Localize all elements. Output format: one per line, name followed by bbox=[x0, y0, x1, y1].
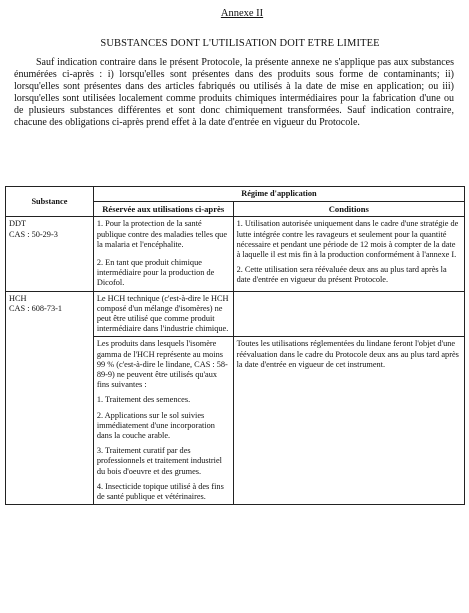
cell-conditions-hch-technical bbox=[233, 291, 464, 337]
cell-conditions-lindane: Toutes les utilisations réglementées du lindane feront l'objet d'une réévaluation dans le cadre du Protocole deux ans au plus tard après la date d'entrée en vigueur de cet instrument. bbox=[233, 337, 464, 505]
substance-cas: CAS : 50-29-3 bbox=[9, 229, 58, 239]
table-row-hch bbox=[6, 291, 465, 337]
cell-substance-ddt bbox=[6, 217, 94, 291]
substance-name: HCH bbox=[9, 293, 27, 303]
substance-cas: CAS : 608-73-1 bbox=[9, 303, 63, 313]
lindane-intro: Les produits dans lesquels l'isomère gamma de l'HCH représente au moins 99 % (c'est-à-dire le lindane, CAS : 58-89-9) ne peuvent être utilisés qu'aux fins suivantes : bbox=[96, 339, 228, 390]
table-header-row bbox=[6, 187, 465, 202]
substances-table bbox=[5, 186, 465, 505]
use-item: 3. Traitement curatif par des professionnels et traitement industriel du bois d'oeuvre et des grumes. bbox=[96, 446, 222, 476]
cell-uses-hch-technical: Le HCH technique (c'est-à-dire le HCH composé d'un mélange d'isomères) ne peut être utilisé que comme produit intermédiaire dans l'industrie chimique. bbox=[93, 291, 233, 337]
page-title: SUBSTANCES DONT L'UTILISATION DOIT ETRE LIMITEE bbox=[100, 38, 380, 49]
use-item: 2. En tant que produit chimique intermédiaire pour la production de Dicofol. bbox=[96, 258, 215, 288]
header-reserved: Réservée aux utilisations ci-après bbox=[93, 202, 233, 217]
condition-item: 1. Utilisation autorisée uniquement dans le cadre d'une stratégie de lutte intégrée contre les ravageurs et seulement pour la quantité nécessaire et pendant une période de 12 mois à compter de la date à laquelle il est mis fin à la production conformément à l'annexe I. bbox=[236, 219, 459, 260]
cell-uses-lindane bbox=[93, 337, 233, 505]
condition-item: 2. Cette utilisation sera réévaluée deux ans au plus tard après la date d'entrée en vigueur du présent Protocole. bbox=[236, 265, 447, 285]
header-substance: Substance bbox=[6, 187, 94, 217]
substance-name: DDT bbox=[9, 219, 27, 229]
header-regime: Régime d'application bbox=[93, 187, 464, 202]
use-item: 1. Pour la protection de la santé publique contre des maladies telles que la malaria et l'encéphalite. bbox=[96, 219, 228, 249]
header-conditions: Conditions bbox=[233, 202, 464, 217]
use-item: 2. Applications sur le sol suivies immédiatement d'une incorporation dans la couche arable. bbox=[96, 410, 215, 441]
cell-conditions-ddt bbox=[233, 217, 464, 291]
table-row-ddt bbox=[6, 217, 465, 291]
use-item: 4. Insecticide topique utilisé à des fins de santé publique et vétérinaires. bbox=[96, 481, 224, 502]
intro-paragraph: Sauf indication contraire dans le présent Protocole, la présente annexe ne s'applique pas aux substances énumérées ci-après : i) lorsqu'elles sont présentes dans des produits sous forme de contaminants; ii) lorsqu'elles sont présentes dans des articles fabriqués ou utilisés à la date de mise en application; ou iii) lorsqu'elles sont utilisées localement comme produits chimiques intermédiaires pour la fabrication d'une ou de plusieurs substances différentes et sont donc chimiquement transformées. Sauf indication contraire, chacune des obligations ci-après prend effet à la date d'entrée en vigueur du Protocole. bbox=[14, 57, 454, 129]
cell-uses-ddt bbox=[93, 217, 233, 291]
cell-substance-hch bbox=[6, 291, 94, 505]
annex-heading: Annexe II bbox=[220, 8, 264, 19]
use-item: 1. Traitement des semences. bbox=[96, 395, 191, 405]
